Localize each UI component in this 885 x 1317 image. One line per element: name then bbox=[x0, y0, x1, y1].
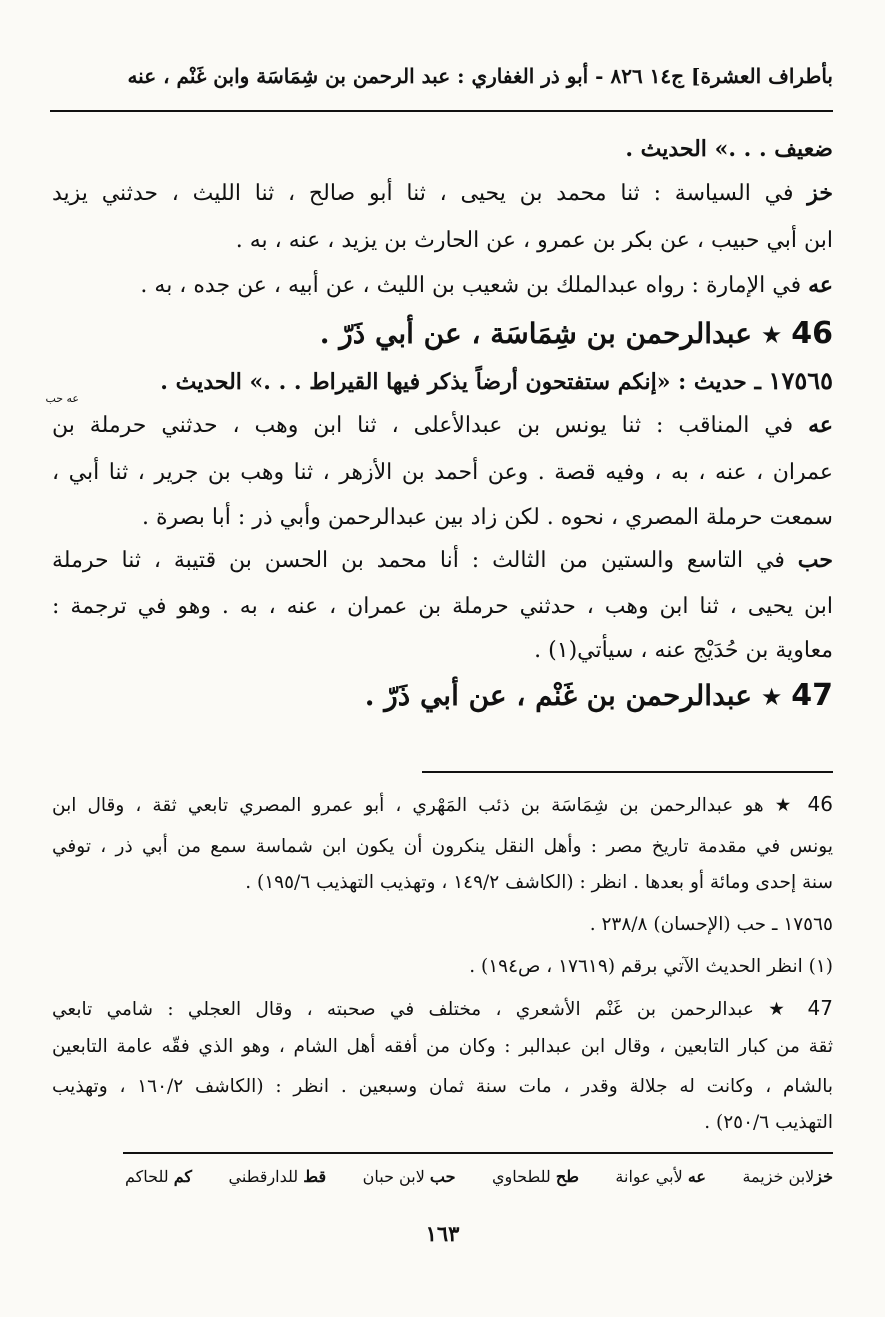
footnote-line bbox=[52, 836, 833, 857]
line-text: في الإمارة : رواه عبدالملك بن شعيب بن الليث ، عن أبيه ، عن جده ، به . bbox=[140, 273, 809, 298]
footnote-text: ثقة من كبار التابعين ، وقال ابن عبدالبر : وكان من أفقه أهل الشام ، وهو الذي فقّه عامة التابعين bbox=[52, 1036, 833, 1057]
text-line bbox=[52, 272, 833, 298]
page-number-text: ١٦٣ bbox=[425, 1221, 460, 1246]
footnote-hadith-source-text: ١٧٥٦٥ ـ حب (الإحسان) ٢٣٨/٨ . bbox=[589, 914, 833, 935]
abbr-item: حب لابن حبان bbox=[362, 1167, 456, 1186]
abbr-item: طح للطحاوي bbox=[492, 1167, 579, 1186]
siglum: حب bbox=[797, 547, 833, 573]
siglum: ضعيف . . .» الحديث . bbox=[625, 136, 833, 162]
siglum: عه bbox=[808, 272, 833, 298]
footnote-1-text: (١) انظر الحديث الآتي برقم (١٧٦١٩ ، ص١٩٤) . bbox=[469, 956, 833, 977]
abbr-item: خزلابن خزيمة bbox=[742, 1167, 833, 1186]
text-line bbox=[52, 228, 833, 253]
hadith-heading bbox=[73, 366, 833, 395]
footnote-line bbox=[52, 792, 833, 816]
line-text: ابن أبي حبيب ، عن بكر بن عمرو ، عن الحارث بن يزيد ، عنه ، به . bbox=[235, 228, 833, 253]
entry-46-heading bbox=[73, 316, 833, 351]
footnote-line bbox=[52, 872, 833, 893]
running-header bbox=[63, 64, 833, 88]
running-header-text: بأطراف العشرة] ج١٤ ٨٢٦ - أبو ذر الغفاري : عبد الرحمن بن شِمَاسَة وابن غَنْم ، عنه bbox=[127, 64, 833, 88]
line-text: ابن يحيى ، ثنا ابن وهب ، حدثني حرملة بن عمران ، عنه ، به . وهو في ترجمة : bbox=[52, 594, 833, 619]
footnote-line bbox=[52, 996, 833, 1020]
abbr-item: كم للحاكم bbox=[125, 1167, 192, 1186]
footnote-rule bbox=[422, 771, 833, 773]
entry-number: 46 bbox=[791, 316, 833, 351]
line-text: في السياسة : ثنا محمد بن يحيى ، ثنا أبو صالح ، ثنا الليث ، حدثني يزيد bbox=[52, 181, 808, 206]
text-line bbox=[52, 547, 833, 573]
footnote-1 bbox=[469, 956, 833, 977]
text-line bbox=[52, 136, 833, 162]
line-text: سمعت حرملة المصري ، نحوه . لكن زاد بين عبدالرحمن وأبي ذر : أبا بصرة . bbox=[142, 505, 833, 530]
entry-number: 47 bbox=[791, 678, 833, 713]
footnote-hadith-source bbox=[590, 914, 833, 935]
text-line bbox=[52, 638, 833, 663]
abbreviations-rule bbox=[123, 1152, 833, 1154]
entry-title: عبدالرحمن بن غَنْم ، عن أبي ذَرّ . bbox=[364, 679, 752, 712]
line-text: في التاسع والستين من الثالث : أنا محمد بن الحسن بن قتيبة ، ثنا حرملة bbox=[52, 548, 798, 573]
text-line bbox=[52, 594, 833, 619]
abbreviations-key bbox=[125, 1167, 833, 1186]
page-number bbox=[0, 1221, 885, 1246]
footnote-line bbox=[52, 1036, 833, 1057]
footnote-text: التهذيب ٢٥٠/٦) . bbox=[704, 1112, 833, 1133]
hadith-number: ١٧٥٦٥ bbox=[768, 366, 833, 395]
hadith-text: ـ حديث : «إنكم ستفتحون أرضاً يذكر فيها القيراط . . .» الحديث . bbox=[160, 369, 769, 395]
footnote-text: ★ هو عبدالرحمن بن شِمَاسَة بن ذئب المَهْري ، أبو عمرو المصري تابعي ثقة ، وقال ابن bbox=[52, 795, 808, 816]
siglum: عه bbox=[808, 412, 833, 438]
footnote-text: بالشام ، وكانت له جلالة وقدر ، مات سنة ثمان وسبعين . انظر : (الكاشف ١٦٠/٢ ، وتهذيب bbox=[52, 1076, 833, 1097]
text-line bbox=[52, 180, 833, 206]
footnote-line bbox=[52, 1076, 833, 1097]
text-line bbox=[52, 505, 833, 530]
siglum: خز bbox=[807, 180, 833, 206]
abbr-item: قط للدارقطني bbox=[228, 1167, 327, 1186]
entry-title: عبدالرحمن بن شِمَاسَة ، عن أبي ذَرّ . bbox=[319, 317, 752, 350]
footnote-text: سنة إحدى ومائة أو بعدها . انظر : (الكاشف ١٤٩/٢ ، وتهذيب التهذيب ١٩٥/٦) . bbox=[245, 872, 833, 893]
line-text: عمران ، عنه ، به ، وفيه قصة . وعن أحمد بن الأزهر ، ثنا وهب بن جرير ، ثنا أبي ، bbox=[52, 460, 834, 485]
star-icon: ★ bbox=[760, 683, 783, 711]
abbr-item: عه لأبي عوانة bbox=[615, 1167, 706, 1186]
text-line bbox=[52, 412, 833, 438]
footnote-text: يونس في مقدمة تاريخ مصر : وأهل النقل ينكرون أن يكون ابن شماسة سمع من أبي ذر ، توفي bbox=[52, 836, 833, 857]
text-line bbox=[52, 460, 833, 485]
line-text: معاوية بن حُدَيْج عنه ، سيأتي(١) . bbox=[534, 638, 833, 663]
hadith-sigla-text: عه حب bbox=[45, 392, 79, 405]
hadith-sigla bbox=[45, 392, 79, 405]
entry-47-heading bbox=[73, 678, 833, 713]
footnote-text: ★ عبدالرحمن بن غَنْم الأشعري ، مختلف في صحبته ، وقال العجلي : شامي تابعي bbox=[52, 999, 808, 1020]
star-icon: ★ bbox=[760, 321, 783, 349]
footnote-line bbox=[52, 1112, 833, 1133]
line-text: في المناقب : ثنا يونس بن عبدالأعلى ، ثنا ابن وهب ، حدثني حرملة بن bbox=[52, 413, 809, 438]
footnote-number: 47 bbox=[807, 996, 833, 1020]
header-rule bbox=[50, 110, 833, 112]
footnote-number: 46 bbox=[807, 792, 833, 816]
